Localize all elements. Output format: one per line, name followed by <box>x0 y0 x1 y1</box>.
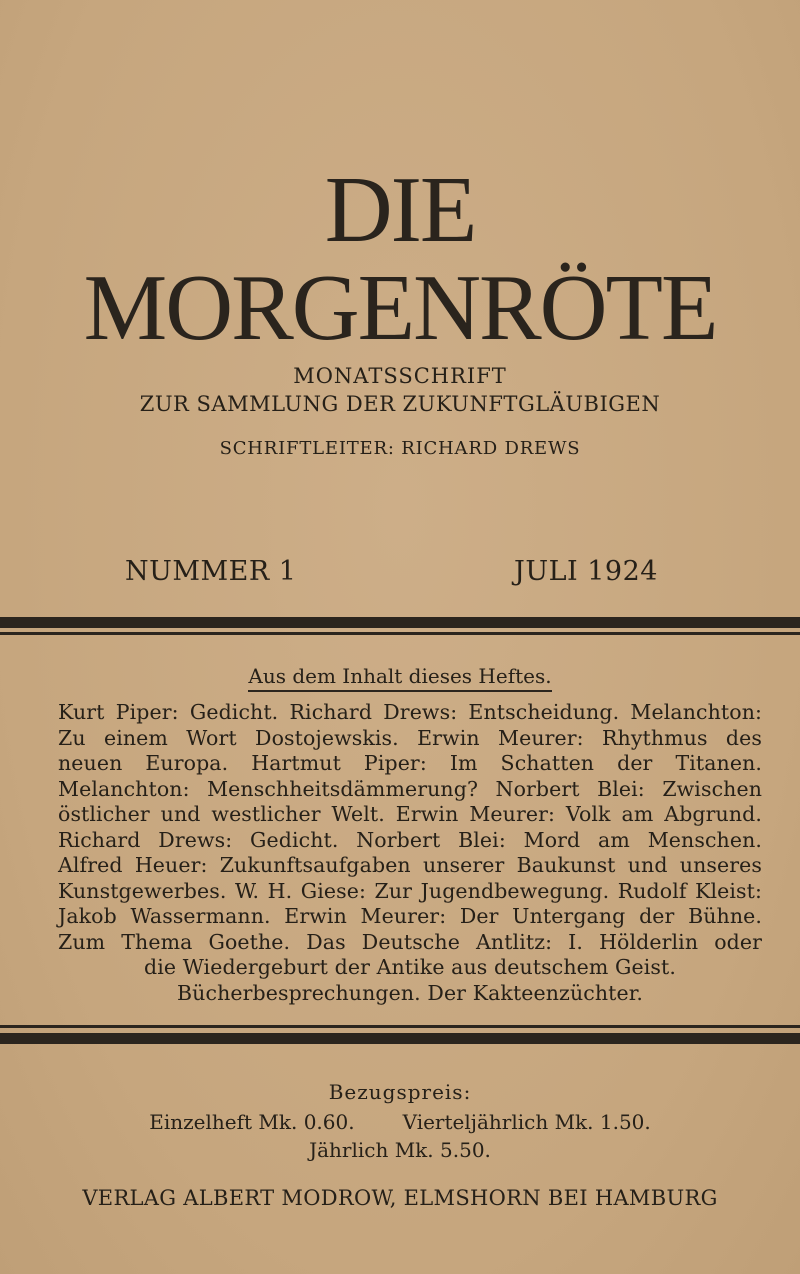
contents-line: Bücherbesprechungen. Der Kakteenzüchter. <box>177 980 643 1005</box>
top-thick-rule <box>0 617 800 628</box>
contents-line: die Wiedergeburt der Antike aus deutschem Geist. <box>144 955 676 979</box>
top-thin-rule <box>0 632 800 635</box>
contents-line: Zu einem Wort Dostojewskis. Erwin Meurer: Rhythmus des <box>58 725 762 750</box>
price-heading: Bezugspreis: <box>328 1080 472 1104</box>
issue-number: NUMMER 1 <box>125 556 297 587</box>
contents-list <box>58 700 762 1006</box>
title-line-2: MORGENRÖTE <box>83 256 717 360</box>
contents-line: neuen Europa. Hartmut Piper: Im Schatten der Titanen. <box>58 751 762 775</box>
price-single: Einzelheft Mk. 0.60. <box>149 1110 355 1134</box>
contents-line: Melanchton: Menschheitsdämmerung? Norbert Blei: Zwischen <box>58 776 762 801</box>
issue-date: JULI 1924 <box>514 556 658 587</box>
contents-line: Alfred Heuer: Zukunftsaufgaben unserer Baukunst und unseres <box>58 853 762 877</box>
bottom-thick-rule <box>0 1033 800 1044</box>
price-quarterly: Vierteljährlich Mk. 1.50. <box>402 1110 651 1134</box>
contents-line: Richard Drews: Gedicht. Norbert Blei: Mord am Menschen. <box>58 827 762 852</box>
subtitle-line-2: ZUR SAMMLUNG DER ZUKUNFTGLÄUBIGEN <box>139 392 661 416</box>
subtitle-line-1: MONATSSCHRIFT <box>293 364 507 388</box>
price-line-1 <box>0 1110 800 1134</box>
contents-line: Jakob Wassermann. Erwin Meurer: Der Untergang der Bühne. <box>58 904 762 928</box>
publisher-line: VERLAG ALBERT MODROW, ELMSHORN BEI HAMBURG <box>82 1186 718 1210</box>
contents-heading: Aus dem Inhalt dieses Heftes. <box>0 664 800 688</box>
price-yearly: Jährlich Mk. 5.50. <box>309 1138 491 1162</box>
contents-line: Kurt Piper: Gedicht. Richard Drews: Entscheidung. Melanchton: <box>58 700 762 724</box>
contents-line: Kunstgewerbes. W. H. Giese: Zur Jugendbewegung. Rudolf Kleist: <box>58 878 762 903</box>
contents-line: Zum Thema Goethe. Das Deutsche Antlitz: I. Hölderlin oder <box>58 929 762 954</box>
title-line-1: DIE <box>324 158 476 262</box>
contents-line: östlicher und westlicher Welt. Erwin Meurer: Volk am Abgrund. <box>58 802 762 826</box>
bottom-thin-rule <box>0 1025 800 1028</box>
editor-line: SCHRIFTLEITER: RICHARD DREWS <box>219 438 581 459</box>
